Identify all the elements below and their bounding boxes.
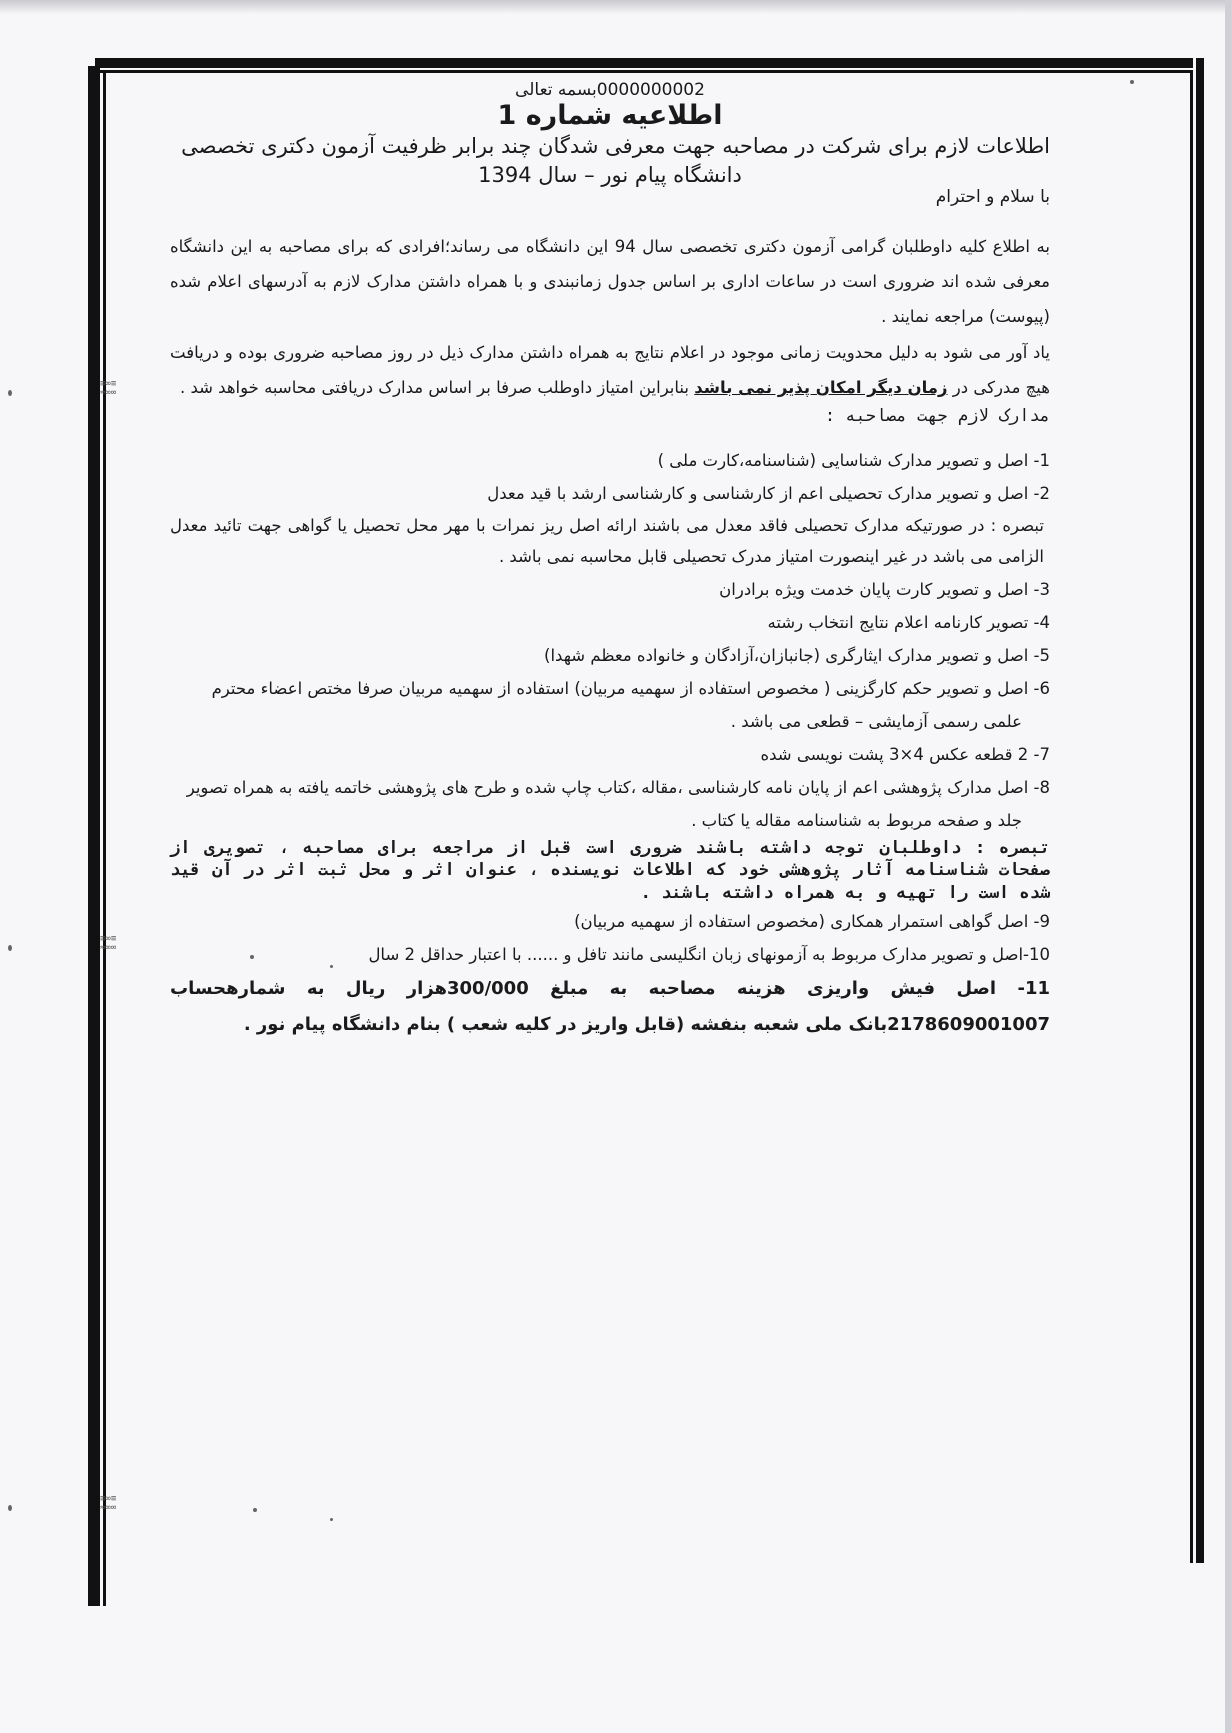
page-border-left [88, 66, 100, 1606]
list-item-1: 1- اصل و تصویر مدارک شناسایی (شناسنامه،کارت ملی ) [657, 450, 1050, 470]
scan-speck [8, 390, 12, 396]
scan-speck [330, 1518, 333, 1521]
page-border-top-inner [100, 70, 1190, 73]
scan-speck [1130, 80, 1134, 84]
list-item-6: 6- اصل و تصویر حکم کارگزینی ( مخصوص استفاده از سهمیه مربیان) استفاده از سهمیه مربیان صرفا مختص اعضاء محترم علمی رسمی آزمایشی – قطعی می باشد . [211, 678, 1050, 731]
list-item-4: 4- تصویر کارنامه اعلام نتایج انتخاب رشته [767, 612, 1050, 632]
intro-paragraph: به اطلاع کلیه داوطلبان گرامی آزمون دکتری تخصصی سال 94 این دانشگاه می رساند؛افرادی که برای مصاحبه به این دانشگاه معرفی شده اند ضروری است در ساعات اداری بر اساس جدول زمانبندی و با همراه داشتن مدارک لازم به آدرسهای اعلام شده (پیوست) مراجعه نمایند . [170, 236, 1050, 327]
list-item-11: 11- اصل فیش واریزی هزینه مصاحبه به مبلغ 300/000هزار ریال به شمارهحساب 2178609001007بانک ملی شعبه بنفشه (قابل واریز در کلیه شعب ) بنام دانشگاه پیام نور . [170, 978, 1050, 1036]
documents-heading: مدارک لازم جهت مصاحبه : [824, 405, 1050, 426]
note-research: تبصره : داوطلبان توجه داشته باشند ضروری است قبل از مراجعه برای مصاحبه ، تصویری از صفحات شناسنامه آثار پژوهشی خود که اطلاعات نویسنده ، عنوان اثر و محل ثبت اثر در آن قید شده است را تهیه و به همراه داشته باشند . [170, 837, 1050, 904]
scan-speck [8, 945, 12, 951]
page-border-right [1196, 58, 1204, 1563]
list-item-2: 2- اصل و تصویر مدارک تحصیلی اعم از کارشناسی و کارشناسی ارشد با قید معدل [487, 483, 1050, 503]
bismillah-header: 0000000002بسمه تعالی [515, 80, 705, 100]
scan-edge-top [0, 0, 1231, 14]
list-item-7: 7- 2 قطعه عکس 4×3 پشت نویسی شده [760, 744, 1050, 764]
list-item-9: 9- اصل گواهی استمرار همکاری (مخصوص استفاده از سهمیه مربیان) [574, 912, 1050, 932]
announcement-subtitle-university: دانشگاه پیام نور – سال 1394 [478, 162, 742, 187]
reminder-text-start: یاد آور می شود به دلیل محدویت زمانی موجود در اعلام نتایج به همراه داشتن مدارک ذیل در روز مصاحبه ضروری بوده و دریافت هیچ مدرکی در [170, 342, 1050, 398]
announcement-title: اطلاعیه شماره 1 [497, 100, 723, 131]
reminder-text-underlined: زمان دیگر امکان پذیر نمی باشد [694, 378, 948, 398]
list-item-3: 3- اصل و تصویر کارت پایان خدمت ویژه برادران [719, 579, 1050, 599]
scan-artifact: ≡∞≡ ≈∞∞ [100, 1494, 117, 1513]
list-item-5: 5- اصل و تصویر مدارک ایثارگری (جانبازان،آزادگان و خانواده معظم شهدا) [544, 645, 1050, 665]
page-border-right-inner [1190, 70, 1193, 1563]
announcement-document [170, 80, 1050, 1043]
scan-artifact: ≡∞≡ ≈∞∞ [100, 379, 117, 398]
reminder-text-end: بنابراین امتیاز داوطلب صرفا بر اساس مدارک دریافتی محاسبه خواهد شد . [179, 378, 695, 398]
list-item-8: 8- اصل مدارک پژوهشی اعم از پایان نامه کارشناسی ،مقاله ،کتاب چاپ شده و طرح های پژوهشی خاتمه یافته به همراه تصویر جلد و صفحه مربوط به شناسنامه مقاله یا کتاب . [186, 777, 1050, 830]
reminder-paragraph [170, 335, 1050, 406]
scan-speck [8, 1505, 12, 1511]
scan-speck [253, 1508, 257, 1512]
greeting: با سلام و احترام [935, 186, 1050, 207]
scan-edge-right [1225, 0, 1231, 1733]
page-border-left-inner [103, 70, 106, 1606]
announcement-subtitle: اطلاعات لازم برای شرکت در مصاحبه جهت معرفی شدگان چند برابر ظرفیت آزمون دکتری تخصصی [181, 134, 1050, 158]
scan-artifact: ≡∞≡ ≈∞∞ [100, 934, 117, 953]
list-item-10: 10-اصل و تصویر مدارک مربوط به آزمونهای زبان انگلیسی مانند تافل و ...... با اعتبار حداقل 2 سال [368, 945, 1050, 965]
page-border-top [95, 58, 1193, 68]
note-grades: تبصره : در صورتیکه مدارک تحصیلی فاقد معدل می باشند ارائه اصل ریز نمرات با مهر محل تحصیل یا گواهی جهت تائید معدل الزامی می باشد در غیر اینصورت امتیاز مدرک تحصیلی قابل محاسبه نمی باشد . [170, 515, 1044, 567]
